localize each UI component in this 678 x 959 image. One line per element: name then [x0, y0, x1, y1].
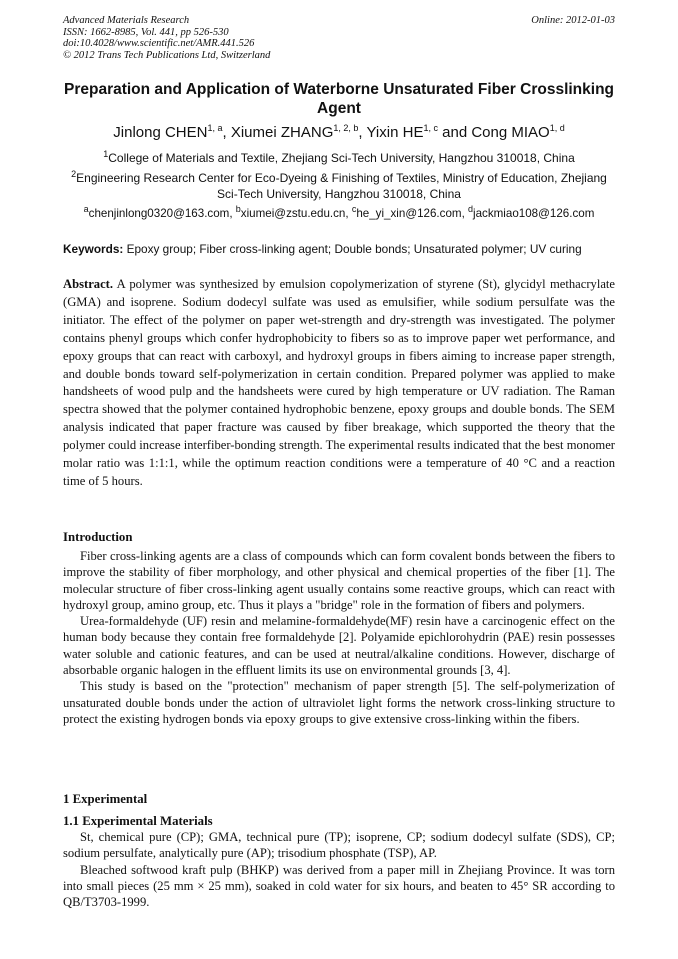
- online-date: Online: 2012-01-03: [531, 15, 615, 26]
- author-affil-sup: 1, d: [549, 123, 565, 133]
- email-link[interactable]: xiumei@zstu.edu.cn: [240, 207, 346, 220]
- journal-name: Advanced Materials Research: [63, 15, 190, 26]
- materials-subheading: 1.1 Experimental Materials: [63, 814, 213, 828]
- keywords-label: Keywords:: [63, 242, 124, 256]
- email-sup: c: [351, 204, 357, 215]
- email-link[interactable]: he_yi_xin@126.com: [356, 207, 462, 220]
- affiliation-text: Engineering Research Center for Eco-Dyeing & Finishing of Textiles, Ministry of Education, Zhejiang Sci-Tech University, Hangzhou 310018, China: [76, 171, 607, 201]
- author-affil-sup: 1, a: [207, 123, 223, 133]
- experimental-body: [63, 829, 615, 910]
- author-name: Yixin HE: [366, 124, 424, 141]
- experimental-paragraph: St, chemical pure (CP); GMA, technical pure (TP); isoprene, CP; sodium dodecyl sulfate (SDS), CP; sodium persulfate, analytically pure (AP); trisodium phosphate (TSP), AP.: [63, 830, 615, 861]
- introduction-paragraph: Fiber cross-linking agents are a class of compounds which can form covalent bonds between the fibers to improve the stability of fiber morphology, and other physical and chemical properties of the fiber [1]. The molecular structure of fiber cross-linking agent usually contains some reactive groups, which can react with hydroxyl group, amino group, etc. Thus it plays a "bridge" role in the formation of fibers and polymers.: [63, 549, 615, 612]
- email-link[interactable]: jackmiao108@126.com: [473, 207, 595, 220]
- doi-line: doi:10.4028/www.scientific.net/AMR.441.526: [63, 38, 255, 49]
- author-name: Jinlong CHEN: [113, 124, 208, 141]
- abstract-paragraph: [63, 276, 615, 491]
- email-sup: b: [235, 204, 241, 215]
- keywords-text: Epoxy group; Fiber cross-linking agent; Double bonds; Unsaturated polymer; UV curing: [126, 242, 582, 256]
- author-and: and: [437, 124, 472, 141]
- author-separator: ,: [358, 124, 367, 141]
- journal-header: [63, 15, 615, 61]
- author-affil-sup: 1, c: [423, 123, 438, 133]
- author-name: Xiumei ZHANG: [230, 124, 334, 141]
- author-name: Cong MIAO: [471, 124, 550, 141]
- issn-line: ISSN: 1662-8985, Vol. 441, pp 526-530: [63, 26, 229, 38]
- abstract-label: Abstract.: [63, 277, 114, 291]
- affiliation-1: [63, 150, 615, 166]
- affiliation-sup: 2: [71, 169, 77, 179]
- keywords-line: [63, 241, 615, 257]
- copyright-line: © 2012 Trans Tech Publications Ltd, Switzerland: [63, 49, 271, 61]
- introduction-heading: Introduction: [63, 530, 133, 544]
- email-link[interactable]: chenjinlong0320@163.com: [88, 207, 230, 220]
- author-list: [63, 123, 615, 143]
- affiliation-2: [63, 170, 615, 202]
- author-affil-sup: 1, 2, b: [333, 123, 359, 133]
- paper-title: Preparation and Application of Waterborne Unsaturated Fiber Crosslinking Agent: [63, 81, 615, 117]
- experimental-paragraph: Bleached softwood kraft pulp (BHKP) was derived from a paper mill in Zhejiang Province. It was torn into small pieces (25 mm × 25 mm), soaked in cold water for six hours, and beaten to 45° SR according to QB/T3703-1999.: [63, 862, 615, 910]
- abstract-text: A polymer was synthesized by emulsion copolymerization of styrene (St), glycidyl methacrylate (GMA) and isoprene. Sodium dodecyl sulfate was used as emulsifier, while sodium persulfate was the initiator. The effect of the polymer on paper wet-strength and dry-strength was investigated. The polymer contains phenyl groups which confer hydrophobicity to fibers so as to improve paper wet performance, and epoxy groups that can react with carboxyl, and hydroxyl groups in fibers aiming to increase paper strength, and double bonds toward self-polymerization in certain condition. Prepared polymer was applied to make handsheets of wood pulp and the handsheets were cured by high temperature or UV radiation. The Raman spectra showed that the polymer contained hydrophobic benzene, epoxy groups and double bonds. The SEM analysis indicated that paper fracture was caused by fiber breakage, which supported the theory that the polymer could increase interfiber-bonding strength. The experimental results indicated that the best monomer molar ratio was 1:1:1, while the optimum reaction conditions were a temperature of 40 °C and a reaction time of 5 hours.: [63, 277, 615, 488]
- introduction-paragraph: This study is based on the "protection" mechanism of paper strength [5]. The self-polymerization of unsaturated double bonds under the action of ultraviolet light forms the network cross-linking structure to protect the existing hydrogen bonds via epoxy groups to give extensive cross-linking within the fibers.: [63, 679, 615, 726]
- affiliation-sup: 1: [103, 149, 109, 159]
- experimental-heading: 1 Experimental: [63, 792, 148, 806]
- introduction-paragraph: Urea-formaldehyde (UF) resin and melamine-formaldehyde(MF) resin have a carcinogenic effect on the human body because they contain free formaldehyde [2]. Polyamide epichlorohydrin (PAE) resin possesses water soluble and cationic features, and can be used at neutral/alkaline conditions. However, discharge of absorbable organic halogen in the effluent limits its use on environmental grounds [3, 4].: [63, 614, 615, 678]
- author-separator: ,: [222, 124, 231, 141]
- email-list: $^a$chenjinlong0320@163.com, $^b$xiumei@zstu.edu.cn, $^c$he_yi_xin@126.com, $^d$jackmiao108@126.com: [83, 204, 595, 220]
- affiliation-text: College of Materials and Textile, Zhejiang Sci-Tech University, Hangzhou 310018, China: [108, 151, 575, 165]
- email-sup: a: [83, 204, 89, 215]
- email-sup: d: [468, 204, 474, 215]
- introduction-body: [63, 548, 615, 727]
